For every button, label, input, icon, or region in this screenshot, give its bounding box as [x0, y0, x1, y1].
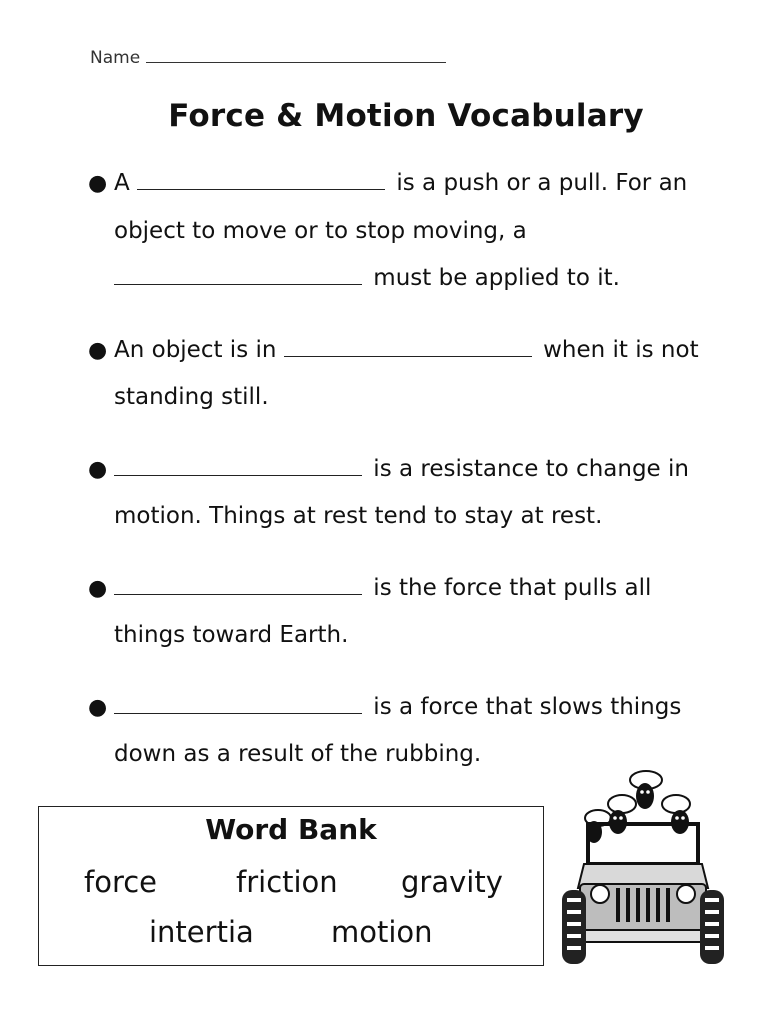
- page-title: Force & Motion Vocabulary: [168, 98, 644, 134]
- question-text: is the force that pulls all things toward Earth.: [114, 574, 652, 648]
- question-text: when it is not standing still.: [114, 336, 699, 410]
- question-text: is a resistance to change in motion. Things at rest tend to stay at rest.: [114, 455, 689, 529]
- word-bank: [38, 806, 544, 966]
- word-bank-word: intertia: [149, 915, 254, 949]
- question-text: must be applied to it.: [366, 265, 620, 291]
- question-text: is a push or a pull. For an object to move or to stop moving, a: [114, 170, 688, 244]
- question-text: A: [114, 170, 138, 196]
- question-item-4: [86, 565, 726, 660]
- answer-blank[interactable]: [114, 455, 362, 476]
- bullet-icon: ●: [88, 171, 108, 196]
- bullet-icon: ●: [88, 456, 108, 482]
- answer-blank[interactable]: [114, 264, 362, 285]
- name-label: Name: [90, 48, 141, 68]
- bullet-icon: ●: [88, 337, 108, 363]
- word-bank-word: friction: [236, 865, 338, 899]
- word-bank-word: force: [84, 865, 158, 899]
- question-item-5: [86, 684, 726, 779]
- word-bank-title: Word Bank: [205, 813, 377, 846]
- answer-blank[interactable]: [114, 574, 362, 595]
- bullet-icon: ●: [88, 575, 108, 601]
- jeep-with-sheep-icon: [558, 766, 728, 968]
- question-text: An object is in: [114, 336, 284, 363]
- name-blank[interactable]: [146, 48, 446, 63]
- answer-blank[interactable]: [114, 693, 362, 714]
- answer-blank[interactable]: [284, 336, 532, 357]
- question-item-1: [86, 160, 726, 303]
- word-bank-word: gravity: [401, 865, 503, 899]
- word-bank-word: motion: [331, 915, 433, 949]
- name-field: [90, 48, 450, 68]
- question-list: [86, 160, 726, 779]
- answer-blank[interactable]: [137, 169, 385, 190]
- bullet-icon: ●: [88, 694, 108, 720]
- question-item-3: [86, 446, 726, 541]
- question-text: is a force that slows things down as a result of the rubbing.: [114, 693, 682, 767]
- question-item-2: [86, 327, 726, 422]
